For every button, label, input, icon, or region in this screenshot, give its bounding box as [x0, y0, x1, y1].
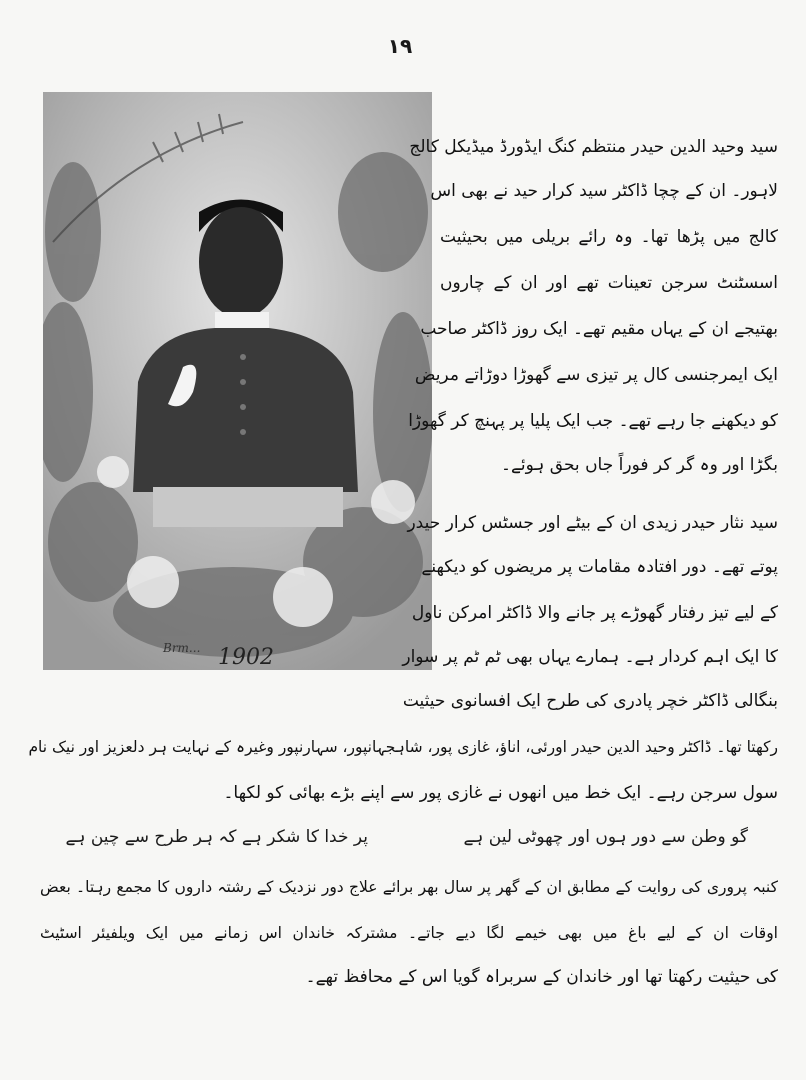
- text-line: رکھتا تھا۔ ڈاکٹر وحید الدین حیدر اورئی، اناؤ، غازی پور، شاہجہانپور، سہارنپور وغیرہ کے نہایت ہر دلعزیز اور نیک نام: [28, 738, 778, 756]
- text-line: کنبہ پروری کی روایت کے مطابق ان کے گھر پر سال بھر برائے علاج دور نزدیک کے رشتہ داروں کا مجمع رہتا۔ بعض: [40, 878, 778, 896]
- text-line: سول سرجن رہے۔ ایک خط میں انھوں نے غازی پور سے اپنے بڑے بھائی کو لکھا۔: [223, 783, 778, 803]
- text-line: ایک ایمرجنسی کال پر تیزی سے گھوڑا دوڑاتے مریض: [414, 365, 778, 385]
- photo-date-signature: 1902: [218, 645, 274, 670]
- verse-line-right: گو وطن سے دور ہوں اور چھوٹی لین ہے: [463, 827, 748, 847]
- text-line: بھتیجے ان کے یہاں مقیم تھے۔ ایک روز ڈاکٹر صاحب: [420, 319, 778, 339]
- text-line: کالج میں پڑھا تھا۔ وہ رائے بریلی میں بحیثیت: [440, 227, 778, 247]
- text-line: لاہور۔ ان کے چچا ڈاکٹر سید کرار حید نے بھی اس: [430, 181, 778, 201]
- portrait-photo: [43, 92, 432, 670]
- text-line: پوتے تھے۔ دور افتادہ مقامات پر مریضوں کو دیکھنے: [421, 557, 778, 577]
- text-line: بنگالی ڈاکٹر خچر پادری کی طرح ایک افسانوی حیثیت: [402, 691, 778, 711]
- text-line: کے لیے تیز رفتار گھوڑے پر جانے والا ڈاکٹر امرکن ناول: [411, 603, 778, 623]
- photographer-mark: Brm...: [163, 641, 201, 655]
- text-line: اوقات ان کے لیے باغ میں بھی خیمے لگا دیے جاتے۔ مشترکہ خاندان اس زمانے میں ایک ویلفیئر اسٹیٹ: [40, 924, 778, 942]
- text-line: اسسٹنٹ سرجن تعینات تھے اور ان کے چاروں: [440, 273, 778, 293]
- text-line: کی حیثیت رکھتا تھا اور خاندان کے سربراہ گویا اس کے محافظ تھے۔: [305, 967, 778, 987]
- verse-line-left: پر خدا کا شکر ہے کہ ہر طرح سے چین ہے: [65, 827, 368, 847]
- text-line: سید وحید الدین حیدر منتظم کنگ ایڈورڈ میڈیکل کالج: [409, 137, 778, 157]
- text-line: کا ایک اہم کردار ہے۔ ہمارے یہاں بھی ٹم ٹم پر سوار: [402, 647, 778, 667]
- page-number: ۱۹: [387, 34, 413, 58]
- text-line: بگڑا اور وہ گر کر فوراً جاں بحق ہوئے۔: [500, 455, 778, 475]
- text-line: کو دیکھنے جا رہے تھے۔ جب ایک پلیا پر پہنچ کر گھوڑا: [408, 411, 778, 431]
- text-line: سید نثار حیدر زیدی ان کے بیٹے اور جسٹس کرار حیدر: [407, 513, 778, 533]
